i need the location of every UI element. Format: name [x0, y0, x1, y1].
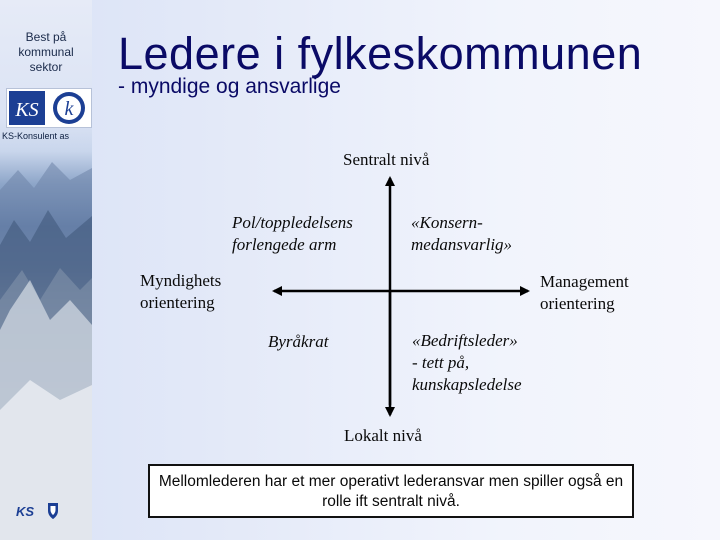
- note-text: Mellomlederen har et mer operativt lederansvar men spiller også en rolle ift sentralt nivå.: [158, 473, 624, 510]
- ks-small-logo-text: KS: [16, 504, 35, 519]
- ks-consult-label: KS-Konsulent as: [2, 131, 70, 141]
- left-axis-label: Myndighets orientering: [140, 271, 222, 312]
- sector-label: Best på kommunal sektor: [18, 30, 74, 74]
- ks-logo-text: KS: [15, 99, 39, 121]
- top-axis-label: Sentralt nivå: [343, 150, 430, 169]
- page-title: Ledere i fylkeskommunen: [118, 28, 643, 79]
- right-axis-label: Management orientering: [540, 272, 629, 313]
- quadrant-bottom-right: «Bedriftsleder» - tett på, kunskapsledelse: [412, 331, 522, 394]
- quadrant-top-right: «Konsern- medansvarlig»: [411, 213, 513, 254]
- quadrant-top-left: Pol/toppledelsens forlengede arm: [232, 213, 353, 254]
- ks-logo-letter: k: [64, 98, 74, 120]
- page-subtitle: - myndige og ansvarlige: [118, 75, 341, 98]
- note-box: [148, 464, 634, 518]
- bottom-axis-label: Lokalt nivå: [344, 426, 422, 445]
- quadrant-bottom-left: Byråkrat: [268, 332, 329, 351]
